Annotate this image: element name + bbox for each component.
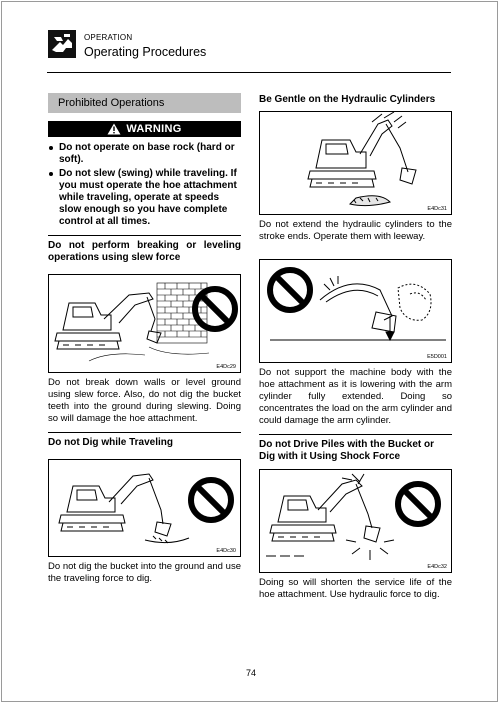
warning-list [48, 142, 241, 228]
breaking-text: Do not break down walls or level ground using slew force. Also, do not dig the bucket teeth into the ground during slewing. Doing so will damage the hoe attachment. [48, 377, 241, 424]
header-divider [47, 72, 451, 73]
piles-heading: Do not Drive Piles with the Bucket or Dig with it Using Shock Force [259, 439, 435, 462]
piles-text: Doing so will shorten the service life of the hoe attachment. Use hydraulic force to dig. [259, 577, 452, 600]
page-number: 74 [245, 668, 256, 678]
piles-figure [259, 469, 452, 573]
left-column [48, 93, 241, 585]
cylinders-heading: Be Gentle on the Hydraulic Cylinders [259, 94, 436, 105]
warning-banner [48, 121, 241, 137]
warning-label: WARNING [126, 123, 182, 135]
warning-item: Do not operate on base rock (hard or soft). [48, 142, 241, 166]
bullet-icon [49, 146, 53, 150]
header-section: OPERATION [84, 33, 133, 42]
cylinders-figure [259, 111, 452, 215]
divider [48, 432, 241, 433]
support-text: Do not support the machine body with the hoe attachment as it is lowering with the arm cylinder fully extended. Doing so concentrates the load on the arm cylinder and could damage the arm cylinder. [259, 367, 452, 426]
breaking-heading: Do not perform breaking or leveling operations using slew force [48, 240, 241, 263]
figure-code: E4Dc32 [427, 564, 447, 570]
bullet-icon [49, 172, 53, 176]
figure-code: E5D001 [427, 354, 447, 360]
figure-code: E4Dc31 [427, 206, 447, 212]
warning-item: Do not slew (swing) while traveling. If you must operate the hoe attachment while traveling, operate at speeds slow enough so you have complete control at all times. [48, 168, 241, 228]
section-title: Prohibited Operations [48, 93, 241, 113]
warning-triangle-icon [107, 123, 121, 135]
right-column [259, 93, 452, 601]
divider [259, 434, 452, 435]
traveling-figure [48, 459, 241, 557]
cylinders-text: Do not extend the hydraulic cylinders to the stroke ends. Operate them with leeway. [259, 219, 452, 242]
traveling-heading: Do not Dig while Traveling [48, 437, 174, 448]
support-figure [259, 259, 452, 363]
figure-code: E4Dc30 [216, 548, 236, 554]
excavator-hand-icon [48, 30, 76, 58]
divider [48, 235, 241, 236]
traveling-text: Do not dig the bucket into the ground and use the traveling force to dig. [48, 561, 241, 584]
page-title: Operating Procedures [84, 45, 207, 59]
breaking-figure [48, 274, 241, 373]
figure-code: E4Dc29 [216, 364, 236, 370]
